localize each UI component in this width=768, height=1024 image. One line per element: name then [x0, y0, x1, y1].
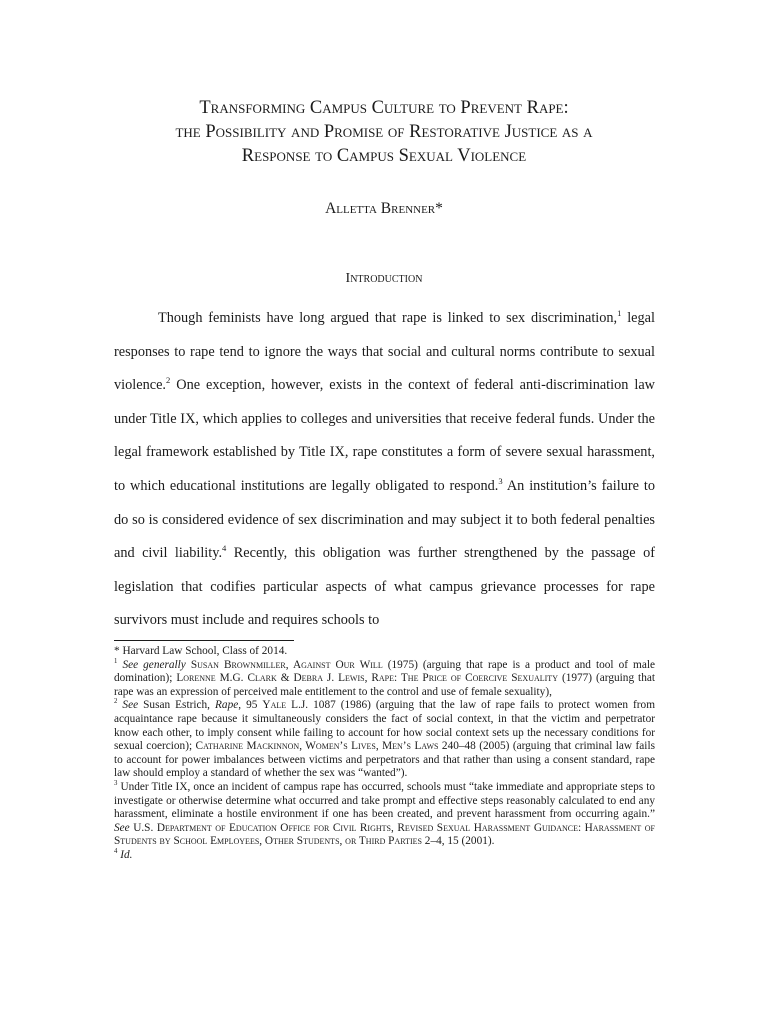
footnote-3 — [114, 781, 655, 849]
body-sentence-1: Though feminists have long argued that rape is linked to sex discrimination, — [158, 310, 618, 326]
author-name: Alletta Brenner* — [325, 200, 443, 217]
body-paragraph — [114, 302, 655, 638]
section-heading: Introduction — [345, 271, 423, 286]
footnote-ref-2: 2 — [166, 375, 171, 386]
footnote-ref-3: 3 — [498, 476, 503, 487]
citation-text: Susan Estrich, — [138, 699, 216, 712]
citation-book: Susan Brownmiller, Against Our Will — [190, 658, 383, 671]
footnote-star: * Harvard Law School, Class of 2014. — [114, 645, 288, 657]
body-text — [114, 302, 655, 638]
citation-text: L.J. 1087 (1986) (arguing that the law of rape fails to protect women from acquaintance rape because it simultaneously considers the fact of social context, in that the victim and perpetrator know each other, to imply consent while failing to account for how social context sets up the necessary conditions for sexual coercion); — [114, 699, 655, 753]
citation-text: 2–4, 15 (2001). — [421, 835, 495, 848]
citation-journal: Yale — [262, 699, 287, 712]
citation-text: U.S. — [129, 821, 157, 834]
citation-book: Catharine Mackinnon, Women’s Lives, Men’s Laws — [195, 740, 439, 753]
citation-book: Lorenne M.G. Clark & Debra J. Lewis, Rape: The Price of Coercive Sexuality — [176, 672, 558, 685]
body-sentence-2: legal responses to rape tend to ignore the ways that social and cultural norms contribute to sexual violence. — [114, 310, 655, 394]
footnote-number: 3 — [114, 780, 118, 788]
citation-signal: See generally — [122, 658, 186, 671]
citation-book: Department of Education Office for Civil Rights, Revised Sexual Harassment Guidance: Harassment of Students by School Employees, Other Students, or Third Parties — [114, 821, 655, 848]
title-line-2: the Possibility and Promise of Restorative Justice as a — [175, 122, 593, 142]
footnote-number: 2 — [114, 698, 118, 706]
footnote-separator — [114, 640, 294, 641]
footnote-ref-4: 4 — [222, 543, 227, 554]
citation-text: 240–48 (2005) (arguing that criminal law fails to account for power imbalances between victims and perpetrators and that rather than using a consent standard, rape law should employ a standard of whether the sex was “wanted”). — [114, 740, 655, 780]
title-line-3: Response to Campus Sexual Violence — [241, 146, 527, 166]
article-title — [60, 96, 708, 168]
title-line-1: Transforming Campus Culture to Prevent Rape: — [199, 98, 569, 118]
citation-id: Id. — [117, 848, 133, 861]
body-sentence-3: One exception, however, exists in the context of federal anti-discrimination law under Title IX, which applies to colleges and universities that receive federal funds. Under the legal framework established by Title IX, rape constitutes a form of severe sexual harassment, to which educational institutions are legally obligated to respond. — [114, 377, 655, 494]
footnote-number: 4 — [114, 848, 118, 856]
body-sentence-4: An institution’s failure to do so is considered evidence of sex discrimination and may subject it to both federal penalties and civil liability. — [114, 477, 656, 562]
footnote-number: 1 — [114, 657, 118, 665]
citation-article-title: Rape — [215, 699, 239, 712]
citation-text: (1975) (arguing that rape is a product and tool of male domination); — [114, 658, 655, 685]
footnote-4 — [114, 849, 655, 863]
body-sentence-5: Recently, this obligation was further strengthened by the passage of legislation that codifies particular aspects of what campus grievance processes for rape survivors must include and requires schools to — [114, 545, 655, 629]
citation-signal: See — [122, 699, 139, 712]
footnotes — [114, 645, 655, 863]
footnote-ref-1: 1 — [617, 308, 622, 319]
citation-text: , 95 — [238, 699, 263, 712]
citation-text: (1977) (arguing that rape was an expression of perceived male entitlement to the control and use of female sexuality), — [114, 672, 655, 698]
footnote-1 — [114, 659, 655, 700]
citation-text: Under Title IX, once an incident of campus rape has occurred, schools must “take immediate and appropriate steps to investigate or otherwise determine what occurred and take prompt and effective steps reasonably calculated to end any harassment, eliminate a hostile environment if one has been created, and prevent harassment from occurring again.” — [114, 780, 655, 821]
footnote-2 — [114, 699, 655, 781]
citation-signal: See — [114, 821, 130, 834]
